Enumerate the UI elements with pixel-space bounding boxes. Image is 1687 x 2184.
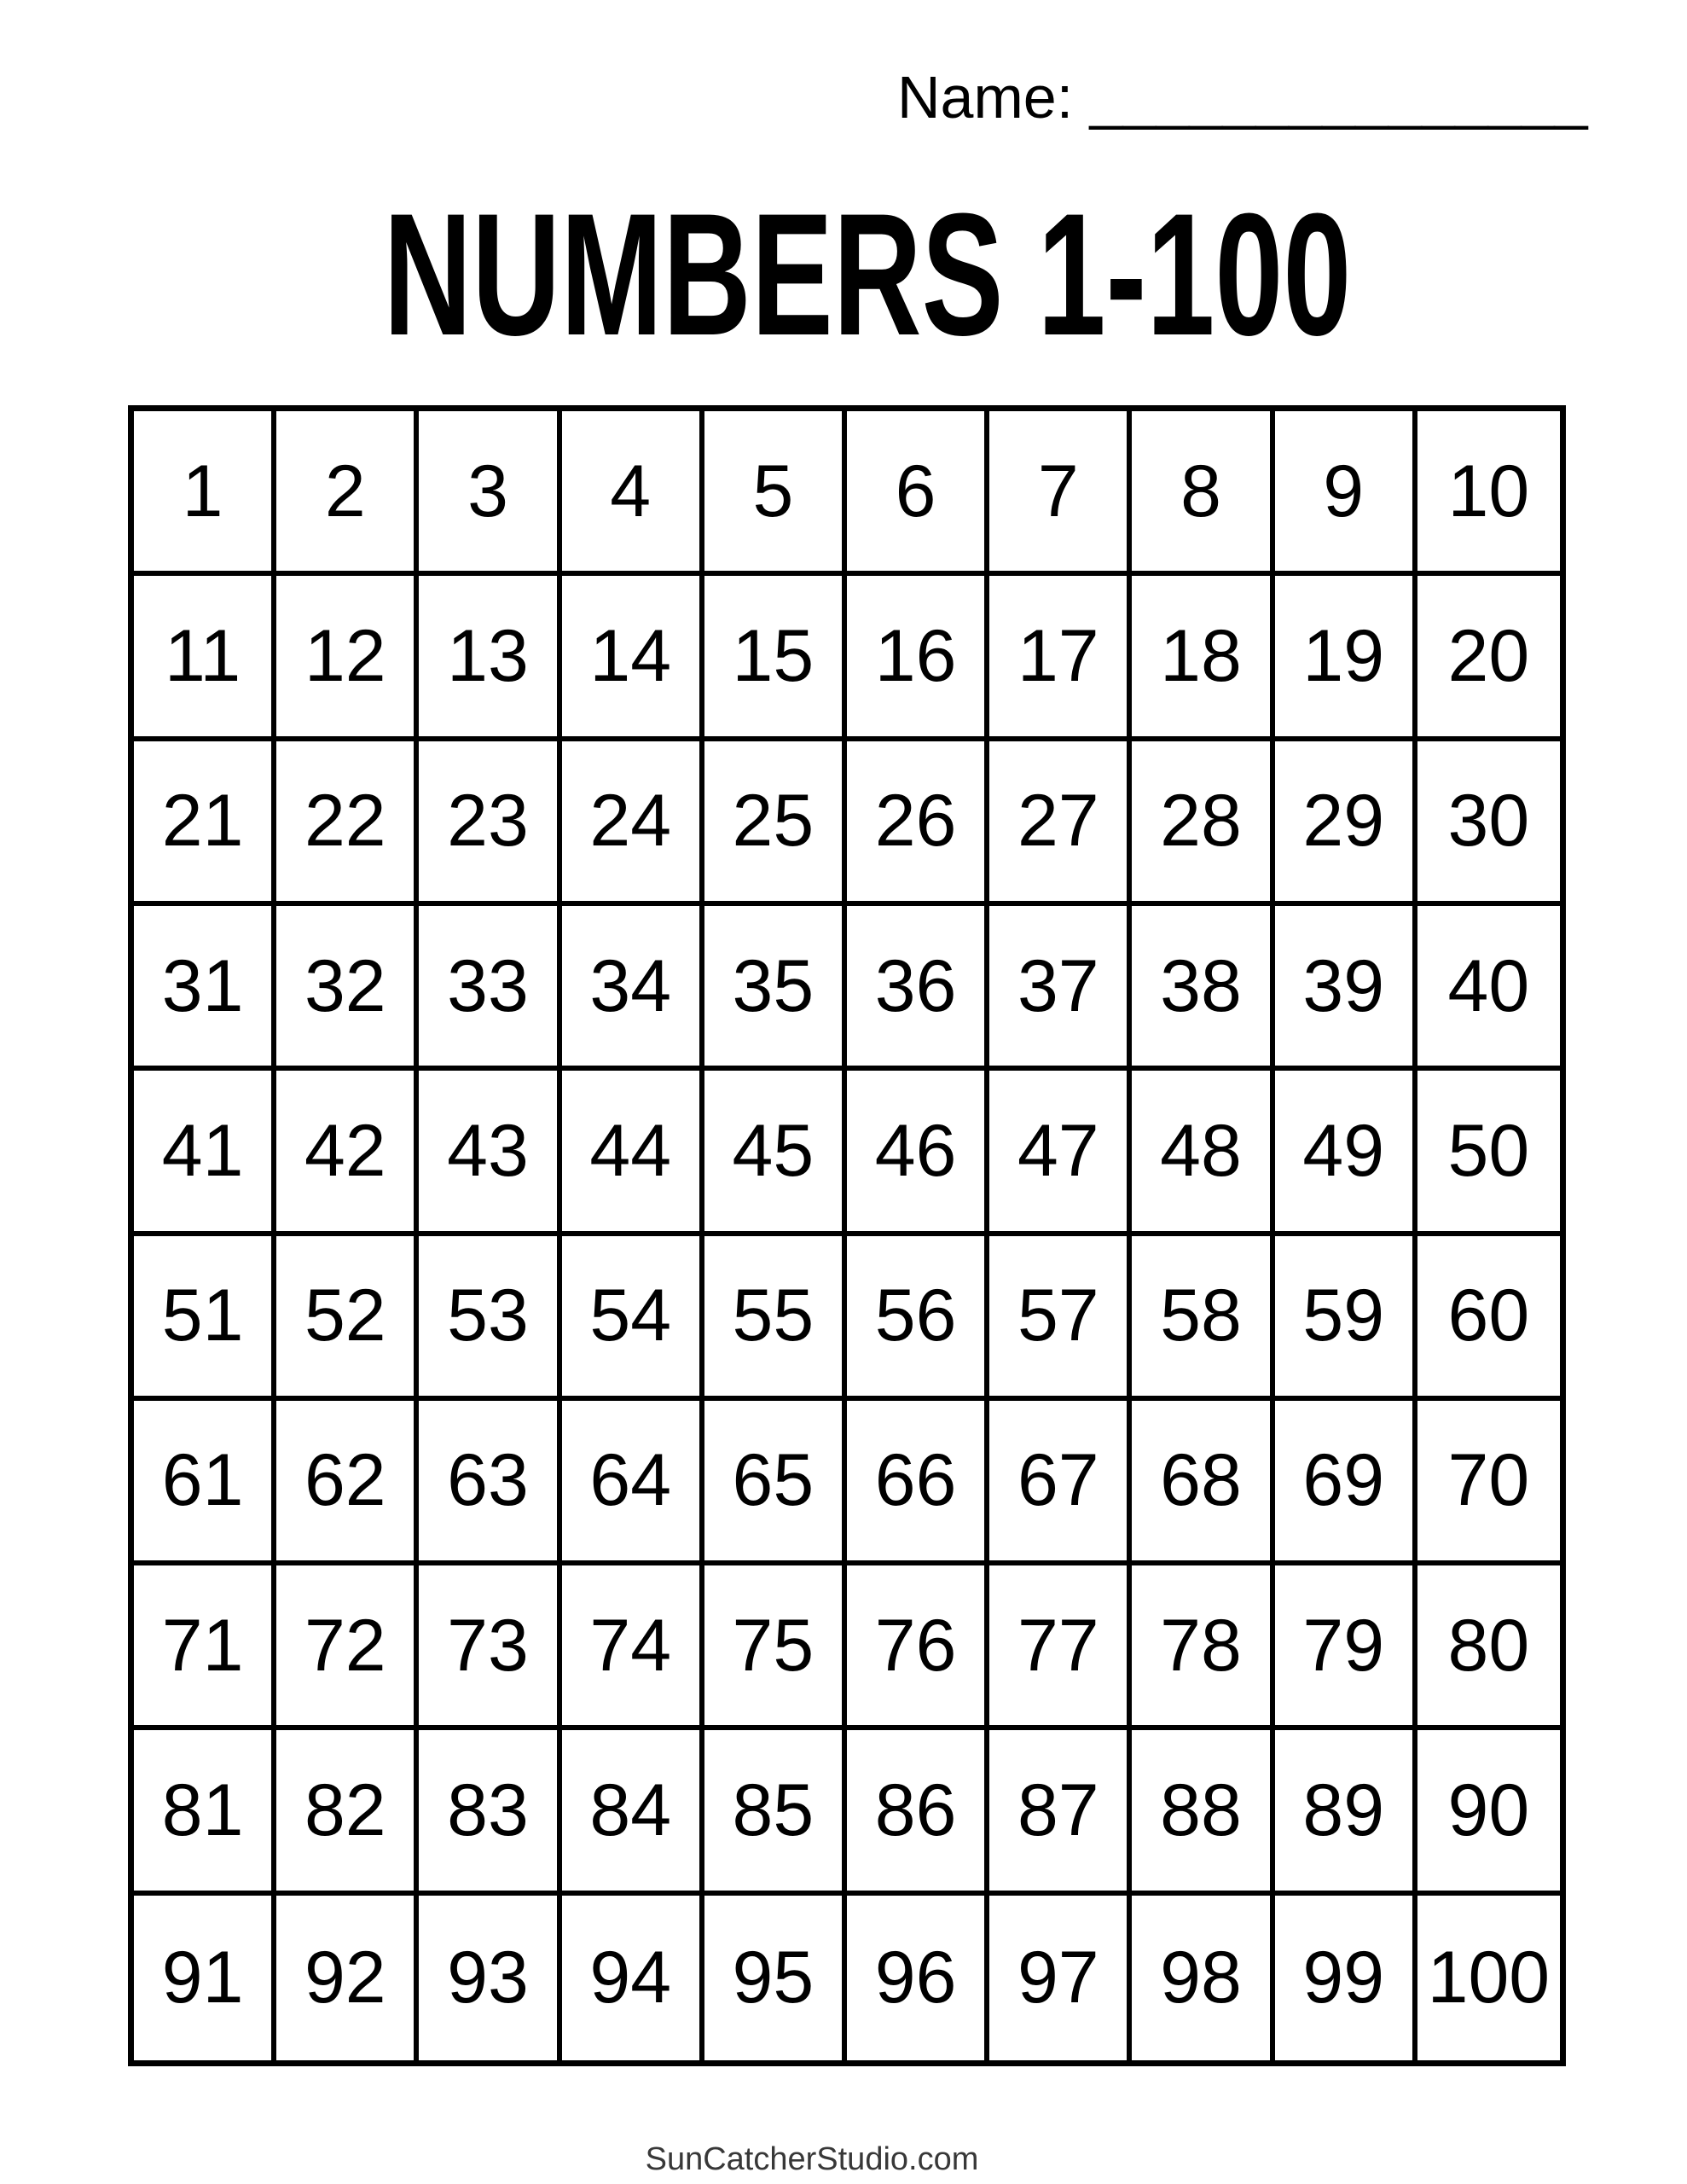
grid-cell: 27 [989, 741, 1132, 906]
grid-cell: 4 [562, 411, 704, 576]
grid-cell: 22 [276, 741, 419, 906]
grid-cell: 12 [276, 576, 419, 741]
grid-cell: 82 [276, 1730, 419, 1895]
grid-cell: 56 [847, 1236, 989, 1401]
grid-cell: 16 [847, 576, 989, 741]
grid-cell: 98 [1132, 1896, 1274, 2060]
grid-cell: 40 [1417, 906, 1560, 1071]
grid-cell: 87 [989, 1730, 1132, 1895]
grid-cell: 93 [419, 1896, 561, 2060]
grid-cell: 7 [989, 411, 1132, 576]
grid-cell: 68 [1132, 1401, 1274, 1565]
grid-cell: 41 [134, 1071, 276, 1235]
grid-cell: 31 [134, 906, 276, 1071]
grid-cell: 48 [1132, 1071, 1274, 1235]
grid-cell: 73 [419, 1565, 561, 1730]
name-label: Name: [897, 64, 1074, 131]
grid-cell: 95 [704, 1896, 847, 2060]
grid-cell: 21 [134, 741, 276, 906]
grid-cell: 94 [562, 1896, 704, 2060]
grid-cell: 33 [419, 906, 561, 1071]
grid-cell: 77 [989, 1565, 1132, 1730]
grid-cell: 86 [847, 1730, 989, 1895]
grid-cell: 72 [276, 1565, 419, 1730]
grid-cell: 58 [1132, 1236, 1274, 1401]
grid-cell: 44 [562, 1071, 704, 1235]
grid-cell: 80 [1417, 1565, 1560, 1730]
grid-cell: 32 [276, 906, 419, 1071]
grid-cell: 42 [276, 1071, 419, 1235]
grid-cell: 5 [704, 411, 847, 576]
grid-cell: 26 [847, 741, 989, 906]
name-blank-line: _______________ [1089, 64, 1588, 131]
footer-site-name: SunCatcherStudio.com [645, 2141, 979, 2177]
grid-cell: 25 [704, 741, 847, 906]
grid-cell: 67 [989, 1401, 1132, 1565]
grid-cell: 91 [134, 1896, 276, 2060]
grid-cell: 34 [562, 906, 704, 1071]
grid-cell: 76 [847, 1565, 989, 1730]
grid-cell: 29 [1275, 741, 1417, 906]
grid-cell: 88 [1132, 1730, 1274, 1895]
grid-cell: 8 [1132, 411, 1274, 576]
grid-cell: 81 [134, 1730, 276, 1895]
grid-cell: 99 [1275, 1896, 1417, 2060]
grid-cell: 92 [276, 1896, 419, 2060]
grid-cell: 37 [989, 906, 1132, 1071]
grid-cell: 52 [276, 1236, 419, 1401]
grid-cell: 71 [134, 1565, 276, 1730]
grid-cell: 24 [562, 741, 704, 906]
grid-cell: 18 [1132, 576, 1274, 741]
grid-cell: 78 [1132, 1565, 1274, 1730]
grid-cell: 61 [134, 1401, 276, 1565]
grid-cell: 15 [704, 576, 847, 741]
grid-cell: 6 [847, 411, 989, 576]
grid-cell: 35 [704, 906, 847, 1071]
grid-cell: 17 [989, 576, 1132, 741]
grid-cell: 46 [847, 1071, 989, 1235]
grid-cell: 96 [847, 1896, 989, 2060]
title-wrap [24, 177, 1687, 372]
grid-cell: 3 [419, 411, 561, 576]
grid-cell: 75 [704, 1565, 847, 1730]
grid-cell: 69 [1275, 1401, 1417, 1565]
grid-cell: 53 [419, 1236, 561, 1401]
grid-cell: 97 [989, 1896, 1132, 2060]
grid-cell: 79 [1275, 1565, 1417, 1730]
grid-cell: 55 [704, 1236, 847, 1401]
grid-cell: 62 [276, 1401, 419, 1565]
grid-cell: 9 [1275, 411, 1417, 576]
grid-cell: 70 [1417, 1401, 1560, 1565]
grid-cell: 20 [1417, 576, 1560, 741]
grid-cell: 84 [562, 1730, 704, 1895]
grid-cell: 89 [1275, 1730, 1417, 1895]
grid-cell: 36 [847, 906, 989, 1071]
grid-cell: 43 [419, 1071, 561, 1235]
grid-cell: 49 [1275, 1071, 1417, 1235]
grid-cell: 65 [704, 1401, 847, 1565]
grid-cell: 1 [134, 411, 276, 576]
worksheet-title: NUMBERS 1-100 [383, 177, 1352, 372]
grid-cell: 28 [1132, 741, 1274, 906]
grid-cell: 90 [1417, 1730, 1560, 1895]
grid-cell: 19 [1275, 576, 1417, 741]
grid-cell: 83 [419, 1730, 561, 1895]
grid-cell: 59 [1275, 1236, 1417, 1401]
grid-cell: 85 [704, 1730, 847, 1895]
grid-cell: 100 [1417, 1896, 1560, 2060]
grid-cell: 63 [419, 1401, 561, 1565]
grid-cell: 60 [1417, 1236, 1560, 1401]
grid-cell: 57 [989, 1236, 1132, 1401]
grid-cell: 47 [989, 1071, 1132, 1235]
grid-cell: 54 [562, 1236, 704, 1401]
grid-cell: 64 [562, 1401, 704, 1565]
grid-cell: 66 [847, 1401, 989, 1565]
grid-cell: 50 [1417, 1071, 1560, 1235]
grid-cell: 30 [1417, 741, 1560, 906]
grid-cell: 13 [419, 576, 561, 741]
grid-cell: 74 [562, 1565, 704, 1730]
grid-cell: 14 [562, 576, 704, 741]
grid-cell: 10 [1417, 411, 1560, 576]
grid-cell: 51 [134, 1236, 276, 1401]
numbers-grid [128, 405, 1566, 2066]
grid-cell: 45 [704, 1071, 847, 1235]
grid-cell: 23 [419, 741, 561, 906]
grid-cell: 11 [134, 576, 276, 741]
grid-cell: 2 [276, 411, 419, 576]
name-row [897, 64, 1588, 131]
grid-cell: 38 [1132, 906, 1274, 1071]
grid-cell: 39 [1275, 906, 1417, 1071]
